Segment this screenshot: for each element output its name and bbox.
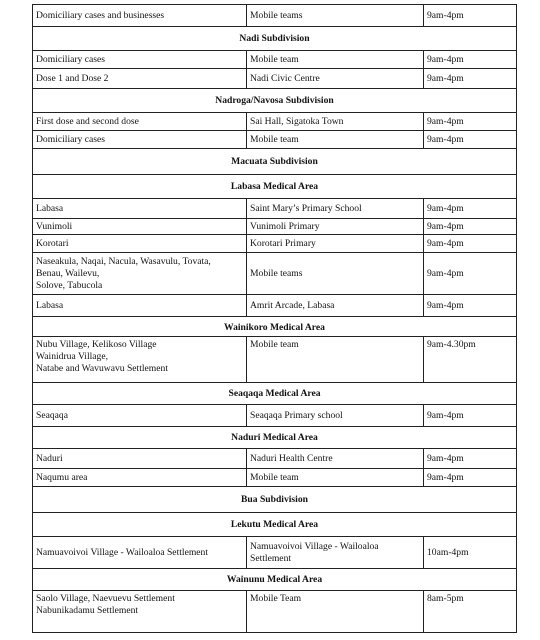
time-cell: 9am-4pm [427, 115, 464, 127]
table-row [32, 404, 517, 426]
venue-cell: Namuavoivoi Village - Wailoaloa Settlement [247, 537, 424, 568]
table-row [32, 50, 517, 68]
venue-cell: Mobile team [247, 51, 424, 68]
time-cell: 9am-4pm [427, 267, 464, 279]
time-cell: 9am-4pm [427, 133, 464, 145]
location-cell: Seaqaqa [33, 405, 247, 426]
venue-cell: Nadi Civic Centre [247, 69, 424, 88]
table-row [32, 252, 517, 294]
section-header-wainunu-medical-area [32, 568, 517, 590]
time-cell: 9am-4pm [427, 72, 464, 84]
time-cell: 9am-4.30pm [427, 339, 476, 350]
table-row [32, 336, 517, 382]
table-row [32, 112, 517, 130]
section-header-text: Macuata Subdivision [231, 155, 318, 167]
location-cell: Namuavoivoi Village - Wailoaloa Settlement [33, 537, 247, 568]
venue-cell: Saint Mary’s Primary School [247, 199, 424, 218]
section-header-lekutu-medical-area [32, 512, 517, 536]
venue-cell: Mobile team [247, 131, 424, 148]
location-cell: Domiciliary cases and businesses [33, 5, 247, 26]
location-cell: Labasa [33, 199, 247, 218]
section-header-bua-subdivision [32, 486, 517, 512]
section-header-labasa-medical-area [32, 174, 517, 198]
location-cell: Domiciliary cases [33, 51, 247, 68]
table-row [32, 218, 517, 234]
venue-cell: Mobile teams [247, 5, 424, 26]
location-cell: Vunimoli [33, 219, 247, 234]
section-header-text: Wainunu Medical Area [226, 573, 323, 585]
venue-cell: Naduri Health Centre [247, 449, 424, 468]
location-cell: First dose and second dose [33, 113, 247, 130]
venue-cell: Korotari Primary [247, 235, 424, 252]
table-row [32, 448, 517, 468]
location-cell: Dose 1 and Dose 2 [33, 69, 247, 88]
time-cell: 9am-4pm [427, 237, 464, 249]
location-cell: Naseakula, Naqai, Nacula, Wasavulu, Tovata, Benau, Wailevu, Solove, Tabucola [33, 253, 247, 294]
venue-cell: Mobile team [247, 469, 424, 486]
section-header-text: Seaqaqa Medical Area [228, 387, 321, 399]
section-header-text: Lekutu Medical Area [230, 518, 319, 530]
section-header-nadi-subdivision [32, 26, 517, 50]
time-cell: 8am-5pm [427, 593, 464, 604]
table-row [32, 590, 517, 632]
time-cell: 9am-4pm [427, 202, 464, 214]
venue-cell: Mobile team [247, 337, 424, 382]
table-row [32, 294, 517, 316]
venue-cell: Mobile teams [247, 253, 424, 294]
venue-cell: Mobile Team [247, 591, 424, 632]
location-cell: Saolo Village, Naevuevu Settlement Nabunikadamu Settlement [33, 591, 247, 632]
section-header-text: Nadroga/Navosa Subdivision [215, 94, 334, 106]
venue-cell: Sai Hall, Sigatoka Town [247, 113, 424, 130]
time-cell: 9am-4pm [427, 471, 464, 483]
time-cell: 9am-4pm [427, 53, 464, 65]
table-row [32, 130, 517, 148]
location-cell: Nubu Village, Kelikoso Village Wainidrua Village, Natabe and Wavuwavu Settlement [33, 337, 247, 382]
section-header-nadroga-navosa-subdivision [32, 88, 517, 112]
table-row [32, 536, 517, 568]
location-cell: Labasa [33, 295, 247, 316]
section-header-text: Bua Subdivision [241, 493, 308, 505]
table-row [32, 68, 517, 88]
time-cell: 9am-4pm [427, 220, 464, 232]
time-cell: 9am-4pm [427, 299, 464, 311]
section-header-macuata-subdivision [32, 148, 517, 174]
section-header-text: Nadi Subdivision [239, 32, 310, 44]
location-cell: Naqumu area [33, 469, 247, 486]
venue-cell: Vunimoli Primary [247, 219, 424, 234]
time-cell: 9am-4pm [427, 409, 464, 421]
location-cell: Domiciliary cases [33, 131, 247, 148]
table-row [32, 198, 517, 218]
location-cell: Naduri [33, 449, 247, 468]
time-cell: 10am-4pm [427, 546, 469, 558]
table-row [32, 234, 517, 252]
table-row [32, 468, 517, 486]
time-cell: 9am-4pm [427, 9, 464, 21]
section-header-seaqaqa-medical-area [32, 382, 517, 404]
section-header-text: Labasa Medical Area [230, 180, 319, 192]
table-bottom-border [32, 632, 517, 633]
time-cell: 9am-4pm [427, 452, 464, 464]
section-header-text: Naduri Medical Area [231, 431, 318, 443]
venue-cell: Seaqaqa Primary school [247, 405, 424, 426]
section-header-text: Wainikoro Medical Area [224, 321, 325, 333]
location-cell: Korotari [33, 235, 247, 252]
table-row [32, 4, 517, 26]
section-header-wainikoro-medical-area [32, 316, 517, 338]
venue-cell: Amrit Arcade, Labasa [247, 295, 424, 316]
section-header-naduri-medical-area [32, 426, 517, 448]
